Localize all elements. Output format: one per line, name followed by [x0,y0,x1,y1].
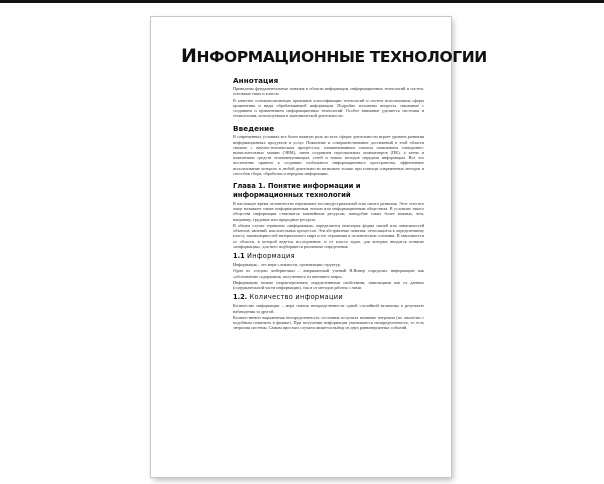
introduction-heading: Введение [233,124,275,134]
chapter-1-paragraph: В настоящее время человечество переживает постиндустриальный этап своего развития. Этот этап все чаще называют также информационным этапом или информационным обществом. В условиях такого общества информация становится важнейшим ресурсом, наподобие таких более важных, чем, например, трудовые или природные ресурсы. [233,201,424,222]
section-1-2-paragraph: Количественно выраженная неопределенность состояния получила название энтропии (по аналогии с подобным понятием в физике). При получении информации уменьшается неопределенность, то есть энтропия системы. Самым простым случаем является выбор из двух равновероятных событий. [233,315,424,331]
introduction-paragraph: В современных условиях все более важную роль во всех сферах деятельности играет уровень развития информационных продуктов и услуг. Появление и совершенствование достижений в этой области связано с научно-техническим прогрессом, ознаменованным сначала появлением электронно-вычислительных машин (ЭВМ), затем созданием персональных компьютеров (ПК), а затем и появлением средств телекоммуникации, сетей и новых методов передачи информации. Все это постепенно привело к созданию глобального информационного пространства, эффективное использование которого в любой деятельности возможно только при помощи современных методов и способов сбора, обработки и передачи информации. [233,134,424,176]
section-1-1-paragraph: Информацию можно охарактеризовать определенными свойствами, зависящими как от данных (содержательной части информации), так и от методов работы с ними. [233,280,424,291]
body-column [233,76,424,331]
annotation-paragraph: В качестве основополагающих признаков классификации технологий и систем использованы сферы применения и виды обрабатываемой информации. Подробно изложены вопросы, связанные с созданием и применением информационных технологий. Особое внимание уделяется системам и технологиям, используемым в экономической деятельности. [233,97,424,119]
section-1-2-number: 1.2. [233,293,248,302]
page-content [181,45,487,337]
introduction-section [233,124,424,176]
section-1-1-number: 1.1 [233,252,245,261]
section-1-1-title: Информация [246,252,295,261]
document-page [151,17,487,477]
section-1-2-paragraph: Количество информации – мера снятия неопределенности одной случайной величины в результате наблюдения за другой. [233,303,424,314]
chapter-1-heading: Глава 1. Понятие информации и информационных технологий [233,182,361,199]
annotation-paragraph: Приведены фундаментальные понятия в области информации, информационных технологий и систем, основные типы и классы. [233,86,424,97]
document-viewport[interactable] [0,3,604,484]
document-title [181,45,487,67]
section-1-1-heading [233,252,424,261]
chapter-1-paragraph: В общем случае термином «информация» определяется некоторая форма связей или зависимостей объектов, явлений, мыслительных процессов. Эти абстрактные понятия, относящиеся к определенному классу закономерностей материального мира и его отражения в человеческом сознании. В зависимости от области, в которой ведется исследование, и от класса задач, для которых вводится понятие «информация», для него подбираются различные определения. [233,223,424,249]
section-1-1-paragraph: Один из «отцов» кибернетики – американский ученый Н.Винер определил информацию как «обозначение содержания, полученного из внешнего мира». [233,268,424,279]
document-title-rest: НФОРМАЦИОННЫЕ ТЕХНОЛОГИИ [196,48,487,66]
section-1-2-heading [233,293,424,302]
annotation-section [233,76,424,118]
section-1-2-title: Количество информации [249,293,343,302]
section-1-1-paragraph: Информация – это мера сложности, организации структур. [233,262,341,268]
document-title-first-letter: И [181,45,197,67]
annotation-heading: Аннотация [233,76,279,85]
chapter-1-section [233,182,424,331]
